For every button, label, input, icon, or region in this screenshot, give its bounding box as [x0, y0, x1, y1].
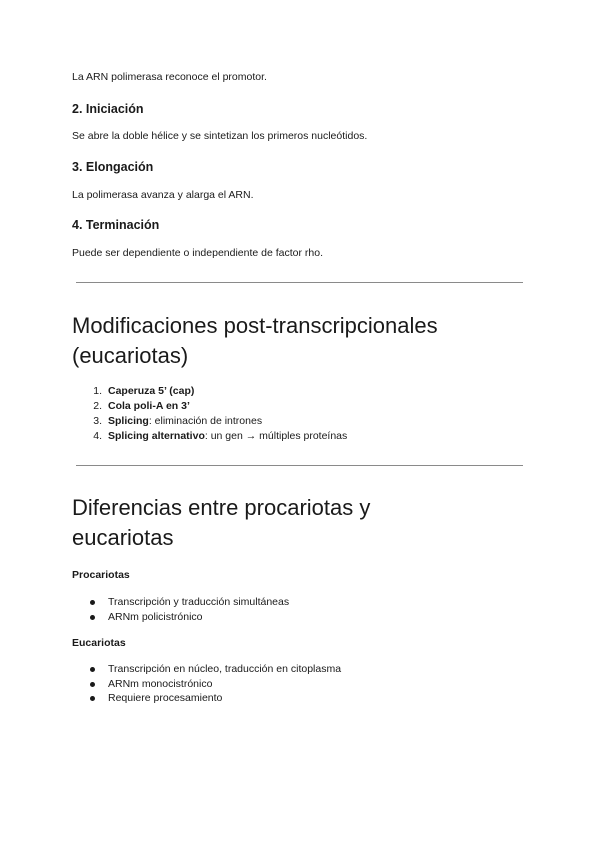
list-item-text: Transcripción en núcleo, traducción en citoplasma: [108, 663, 342, 675]
differences-title: [72, 493, 542, 553]
list-item-term: Splicing: [108, 415, 149, 427]
list-item-text: Transcripción y traducción simultáneas: [108, 596, 290, 608]
eukaryotes-label: Eucariotas: [72, 637, 126, 649]
list-item-term: Caperuza 5’ (cap): [108, 385, 195, 397]
step-4-heading: 4. Terminación: [72, 218, 160, 232]
bullet-icon: [90, 696, 95, 701]
step-2-heading: 2. Iniciación: [72, 102, 144, 116]
list-item-desc: : eliminación de intrones: [148, 415, 263, 427]
list-item-number: 1.: [93, 385, 102, 397]
post-mod-title: [72, 311, 542, 371]
bullet-icon: [90, 600, 95, 605]
list-item-text: ARNm policistrónico: [108, 610, 203, 623]
differences-title-line-1: Diferencias entre procariotas y: [72, 495, 371, 520]
differences-title-line-2: eucariotas: [72, 525, 174, 550]
step-4-text: Puede ser dependiente o independiente de factor rho.: [72, 247, 324, 259]
bullet-icon: [90, 615, 95, 620]
step-1-text: La ARN polimerasa reconoce el promotor.: [72, 71, 267, 83]
list-item-number: 2.: [93, 400, 102, 412]
step-3-heading: 3. Elongación: [72, 160, 154, 174]
list-item-text: ARNm monocistrónico: [108, 677, 213, 690]
post-mod-title-line-1: Modificaciones post-transcripcionales: [72, 313, 438, 338]
step-2-text: Se abre la doble hélice y se sintetizan los primeros nucleótidos.: [72, 130, 368, 142]
list-item-desc: : un gen → múltiples proteínas: [204, 430, 348, 442]
section-divider: [76, 465, 523, 466]
bullet-icon: [90, 667, 95, 672]
list-item-term: Cola poli-A en 3’: [108, 400, 190, 412]
bullet-icon: [90, 682, 95, 687]
step-3-text: La polimerasa avanza y alarga el ARN.: [72, 189, 254, 201]
section-divider: [76, 282, 523, 283]
list-item-number: 3.: [93, 415, 102, 427]
list-item-term: Splicing alternativo: [108, 430, 205, 442]
list-item-text: Requiere procesamiento: [108, 692, 223, 704]
prokaryotes-label: Procariotas: [72, 569, 130, 581]
list-item-number: 4.: [93, 430, 102, 442]
post-mod-title-line-2: (eucariotas): [72, 343, 189, 368]
